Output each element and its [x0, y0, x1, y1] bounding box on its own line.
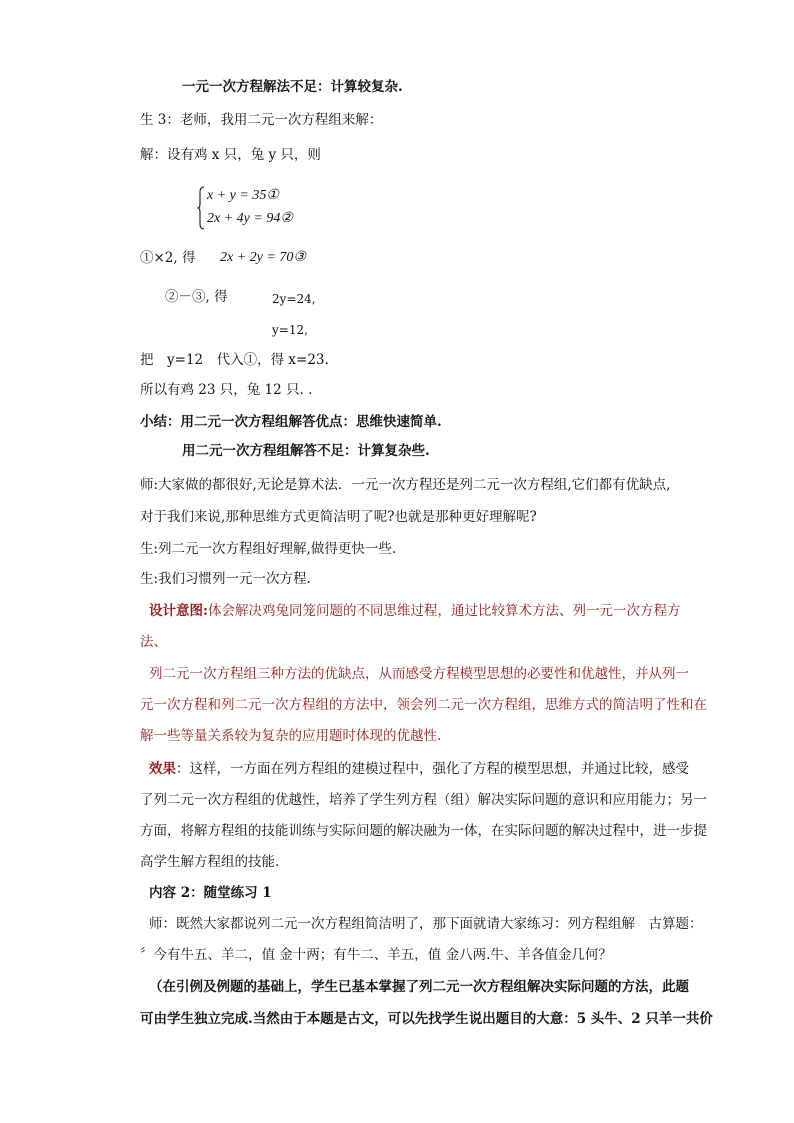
effect-line-1 — [149, 760, 689, 778]
line-2: 生 3：老师，我用二元一次方程组来解： — [140, 112, 383, 128]
line-3: 解：设有鸡 x 只，兔 y 只，则 — [140, 147, 321, 163]
step-1-label: ①×2, 得 — [140, 250, 196, 266]
student-line-2: 生:我们习惯列一元一次方程. — [140, 571, 311, 587]
exercise-line-1: 师：既然大家都说列二元一次方程组简洁明了，那下面就请大家练习：列方程组解 古算题： — [149, 916, 703, 932]
summary-advantage: 小结：用二元一次方程组解答优点：思维快速简单. — [140, 414, 442, 430]
teacher-line-2: 对于我们来说,那种思维方式更简洁明了呢?也就是那种更好理解呢? — [140, 509, 537, 525]
effect-text: ：这样，一方面在列方程组的建模过程中，强化了方程的模型思想，并通过比较，感受 — [176, 761, 689, 777]
design-intent-line-5: 解一些等量关系较为复杂的应用题时体现的优越性. — [140, 728, 442, 744]
effect-label: 效果 — [149, 761, 176, 777]
line-substitute: 把 y=12 代入①，得 x=23. — [140, 352, 329, 368]
design-intent-text: 体会解决鸡兔同笼问题的不同思维过程，通过比较算术方法、列一元一次方程方 — [207, 603, 681, 619]
summary-disadvantage: 用二元一次方程组解答不足：计算复杂些. — [182, 443, 430, 459]
step-3-result: y=12, — [272, 323, 308, 337]
line-1: 一元一次方程解法不足：计算较复杂. — [182, 79, 403, 95]
design-intent-line-3: 列二元一次方程组三种方法的优缺点，从而感受方程模型思想的必要性和优越性，并从列一 — [149, 666, 689, 682]
line-answer: 所以有鸡 23 只，兔 12 只. . — [140, 382, 313, 398]
step-1-equation: 2x + 2y = 70③ — [220, 250, 306, 265]
note-line-1: （在引例及例题的基础上，学生已基本掌握了列二元一次方程组解决实际问题的方法，此题 — [149, 979, 689, 995]
design-intent-line-4: 元一次方程和列二元一次方程组的方法中，领会列二元一次方程组，思维方式的简洁明了性和在 — [140, 697, 707, 713]
exercise-line-2: 〞今有牛五、羊二，值 金十两；有牛二、羊五，值 金八两.牛、羊各值金几何？ — [140, 947, 612, 963]
note-line-2: 可由学生独立完成.当然由于本题是古文，可以先找学生说出题目的大意：5 头牛、2 只羊一共价 — [140, 1011, 713, 1027]
design-intent-line-2: 法、 — [140, 634, 167, 650]
teacher-line-1: 师:大家做的都很好,无论是算术法．一元一次方程还是列二元一次方程组,它们都有优缺点, — [140, 477, 671, 493]
step-2-label: ②－③, 得 — [165, 289, 228, 305]
equation-2: 2x + 4y = 94② — [207, 211, 293, 226]
brace-icon — [197, 186, 205, 230]
effect-line-3: 方面，将解方程组的技能训练与实际问题的解决融为一体，在实际问题的解决过程中，进一步提 — [140, 823, 707, 839]
equation-1: x + y = 35① — [207, 188, 279, 203]
effect-line-2: 了列二元一次方程组的优越性，培养了学生列方程（组）解决实际问题的意识和应用能力；另一 — [140, 792, 707, 808]
student-line-1: 生:列二元一次方程组好理解,做得更快一些. — [140, 541, 397, 557]
content-2-heading: 内容 2：随堂练习 1 — [149, 885, 272, 901]
design-intent-line-1 — [149, 602, 680, 620]
design-intent-label: 设计意图: — [149, 603, 208, 619]
effect-line-4: 高学生解方程组的技能. — [140, 854, 280, 870]
step-2-result: 2y=24, — [272, 292, 316, 306]
